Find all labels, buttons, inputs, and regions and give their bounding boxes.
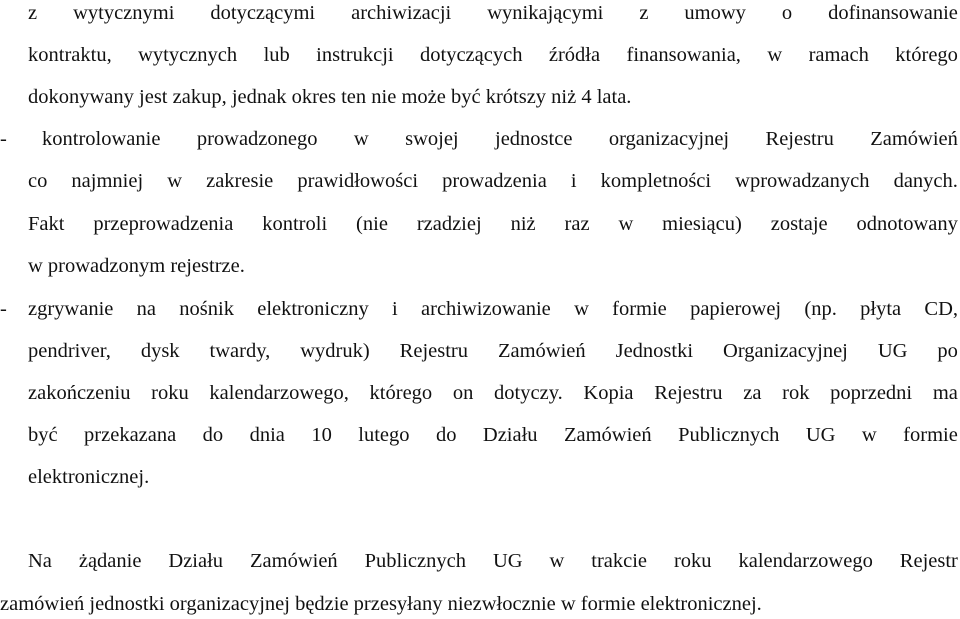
word: jednostce: [495, 128, 573, 150]
word: w: [353, 128, 369, 150]
word: UG: [805, 424, 836, 446]
text-line-8: [28, 296, 958, 322]
word: ramach: [808, 44, 869, 66]
word: z: [28, 2, 38, 24]
text-line-11: [28, 422, 958, 448]
word: dnia: [249, 424, 285, 446]
word: CD,: [924, 298, 958, 320]
word: (np.: [804, 298, 837, 320]
word: najmniej: [71, 170, 144, 192]
word: po: [937, 340, 958, 362]
word: kalendarzowego: [738, 550, 873, 572]
word: zakończeniu: [28, 382, 131, 404]
word: wydruk): [300, 340, 370, 362]
word: kontrolowanie: [42, 128, 161, 150]
word: Rejestr: [899, 550, 958, 572]
word: kontraktu,: [28, 44, 112, 66]
word: UG: [877, 340, 908, 362]
text-line-3: dokonywany jest zakup, jednak okres ten nie może być krótszy niż 4 lata.: [28, 86, 632, 108]
word: źródła: [548, 44, 601, 66]
word: Rejestru: [399, 340, 468, 362]
word: prawidłowości: [297, 170, 419, 192]
word: kompletności: [600, 170, 712, 192]
word: i: [392, 298, 398, 320]
word: rok: [782, 382, 810, 404]
text-line-9: [28, 338, 958, 364]
word: wytycznymi: [73, 2, 175, 24]
text-line-6: [28, 211, 958, 237]
word: dofinansowanie: [828, 2, 958, 24]
word: niż: [510, 213, 536, 235]
word: dotyczących: [420, 44, 523, 66]
word: zgrywanie: [28, 298, 114, 320]
word: umowy: [684, 2, 746, 24]
text-line-7: w prowadzonym rejestrze.: [28, 255, 245, 277]
word: kalendarzowego,: [209, 382, 349, 404]
word: Na: [28, 550, 52, 572]
word: o: [781, 2, 793, 24]
word: archiwizacji: [351, 2, 452, 24]
text-line-12: elektronicznej.: [28, 466, 150, 488]
word: kontroli: [262, 213, 328, 235]
word: lutego: [358, 424, 410, 446]
word: rzadziej: [416, 213, 482, 235]
text-line-1: [28, 0, 958, 26]
text-line-2: [28, 42, 958, 68]
word: być: [28, 424, 58, 446]
word: Jednostki: [615, 340, 694, 362]
word: Fakt: [28, 213, 65, 235]
word: ma: [932, 382, 958, 404]
word: przekazana: [84, 424, 177, 446]
word: instrukcji: [316, 44, 394, 66]
word: wynikającymi: [487, 2, 604, 24]
word: prowadzenia: [442, 170, 547, 192]
word: w: [167, 170, 183, 192]
word: i: [570, 170, 577, 192]
list-dash: -: [0, 128, 7, 150]
word: Zamówień: [563, 424, 652, 446]
word: dotyczącymi: [210, 2, 316, 24]
word: Organizacyjnej: [723, 340, 848, 362]
word: do: [202, 424, 224, 446]
word: Zamówień: [250, 550, 338, 572]
word: archiwizowanie: [421, 298, 551, 320]
word: co: [28, 170, 48, 192]
word: Zamówień: [870, 128, 958, 150]
word: zostaje: [770, 213, 828, 235]
text-line-4: [42, 126, 958, 152]
word: miesiącu): [662, 213, 742, 235]
word: twardy,: [209, 340, 271, 362]
word: Rejestru: [654, 382, 723, 404]
word: nośnik: [179, 298, 234, 320]
word: Publicznych: [678, 424, 780, 446]
word: Publicznych: [364, 550, 466, 572]
text-line-14: zamówień jednostki organizacyjnej będzie przesyłany niezwłocznie w formie elektronicznej.: [0, 593, 762, 615]
word: w: [861, 424, 877, 446]
word: do: [435, 424, 457, 446]
word: którego: [369, 382, 433, 404]
word: roku: [151, 382, 189, 404]
word: przeprowadzenia: [93, 213, 234, 235]
word: odnotowany: [856, 213, 958, 235]
word: on: [452, 382, 474, 404]
word: poprzedni: [830, 382, 913, 404]
word: UG: [492, 550, 523, 572]
word: w: [549, 550, 565, 572]
word: wytycznych: [138, 44, 238, 66]
word: Zamówień: [497, 340, 586, 362]
word: roku: [673, 550, 712, 572]
word: lub: [263, 44, 290, 66]
word: elektroniczny: [257, 298, 369, 320]
word: Kopia: [583, 382, 634, 404]
word: pendriver,: [28, 340, 111, 362]
word: organizacyjnej: [608, 128, 730, 150]
word: w: [574, 298, 589, 320]
word: finansowania,: [626, 44, 741, 66]
word: żądanie: [78, 550, 142, 572]
word: 10: [311, 424, 332, 446]
word: danych.: [893, 170, 958, 192]
word: raz: [564, 213, 590, 235]
word: Działu: [168, 550, 224, 572]
word: papierowej: [690, 298, 782, 320]
word: zakresie: [206, 170, 274, 192]
word: dotyczy.: [494, 382, 563, 404]
word: płyta: [860, 298, 902, 320]
text-line-5: [28, 168, 958, 194]
word: prowadzonego: [196, 128, 318, 150]
word: w: [618, 213, 634, 235]
word: którego: [895, 44, 958, 66]
text-line-13: [28, 548, 958, 574]
word: formie: [612, 298, 667, 320]
word: wprowadzanych: [735, 170, 870, 192]
word: swojej: [405, 128, 459, 150]
word: na: [136, 298, 156, 320]
word: Działu: [482, 424, 538, 446]
word: formie: [903, 424, 958, 446]
word: z: [639, 2, 649, 24]
list-dash: -: [0, 298, 7, 320]
word: Rejestru: [765, 128, 834, 150]
word: trakcie: [591, 550, 648, 572]
text-line-10: [28, 380, 958, 406]
word: za: [743, 382, 762, 404]
word: w: [767, 44, 783, 66]
word: (nie: [356, 213, 388, 235]
word: dysk: [140, 340, 180, 362]
